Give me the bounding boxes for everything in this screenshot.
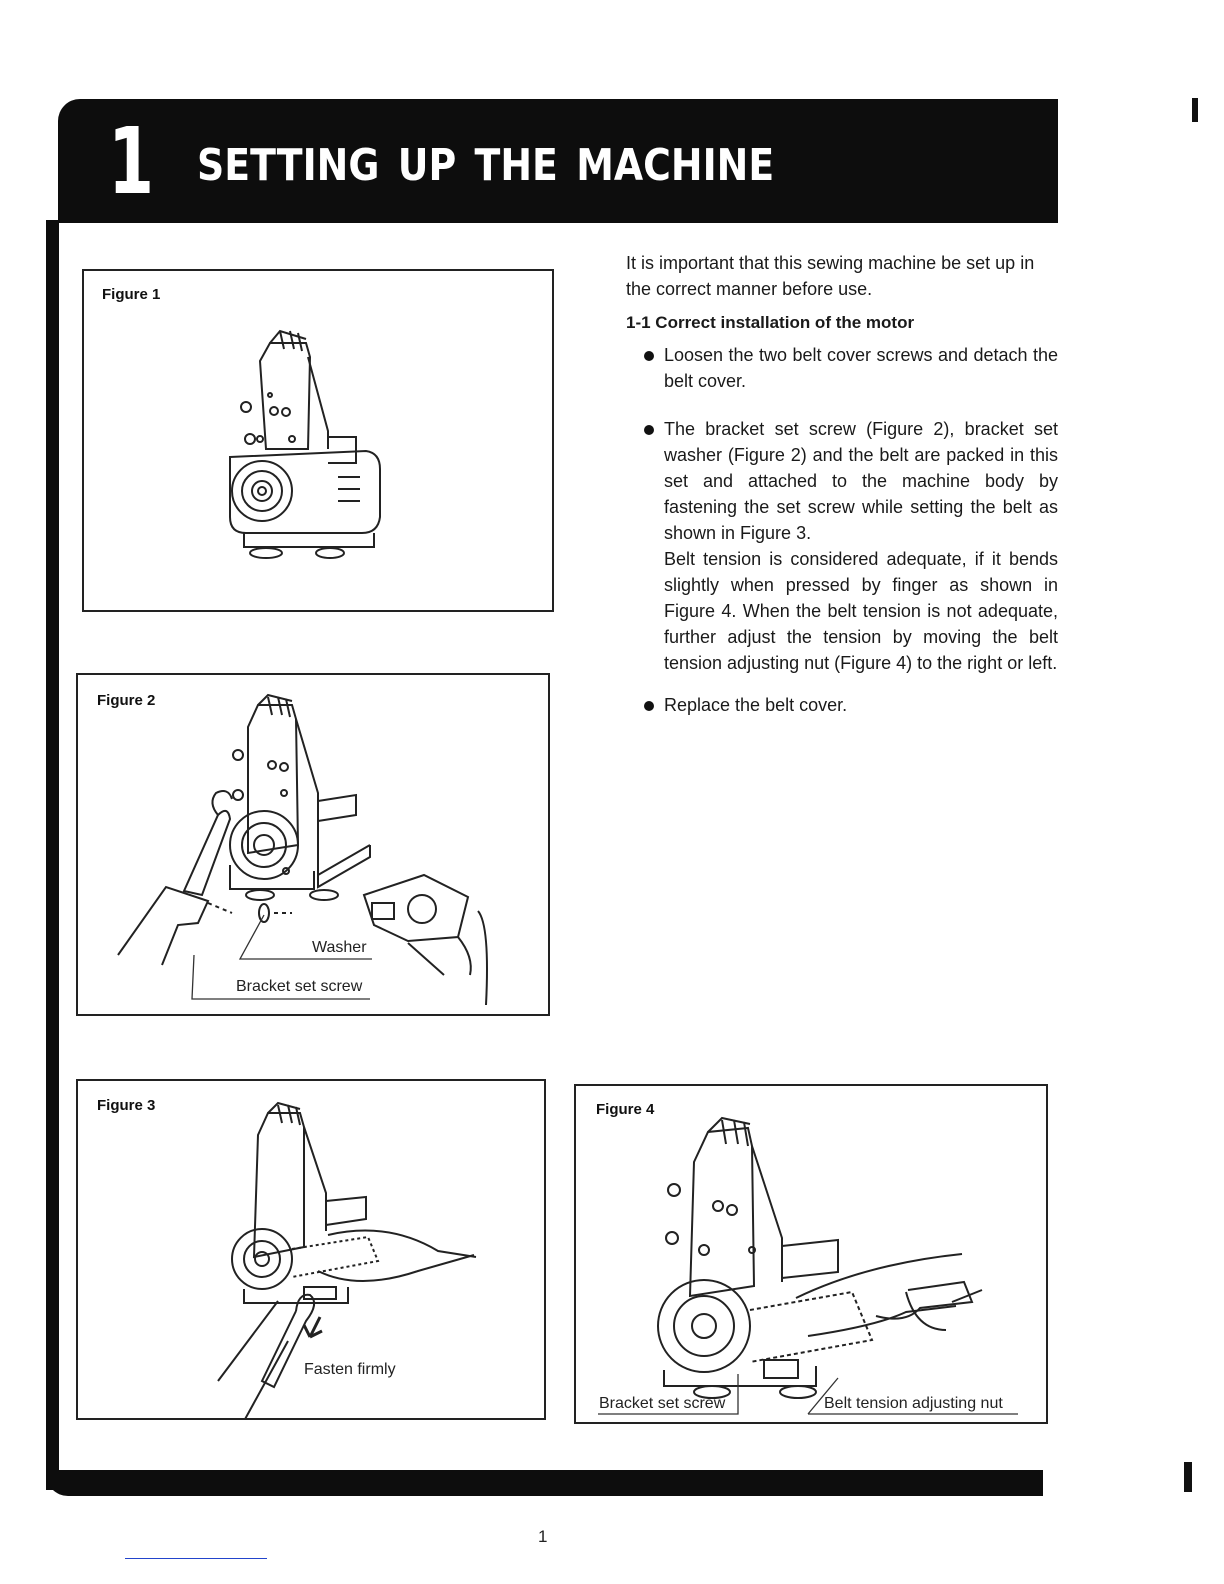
callout-bracket-set-screw: Bracket set screw xyxy=(236,978,363,995)
left-margin-rule xyxy=(46,220,59,1490)
figure-4 xyxy=(574,1084,1048,1424)
section-heading: 1-1 Correct installation of the motor xyxy=(626,313,915,332)
scan-edge-mark xyxy=(1184,1462,1192,1492)
scan-edge-mark xyxy=(1192,98,1198,122)
page-number: 1 xyxy=(538,1527,548,1546)
chapter-number: 1 xyxy=(108,108,155,215)
bullet-icon xyxy=(644,351,654,361)
callout-washer: Washer xyxy=(312,939,367,956)
callout-leader-lines xyxy=(78,675,548,1014)
instruction-list xyxy=(626,342,1058,718)
bullet-icon xyxy=(644,701,654,711)
instructions-column xyxy=(626,250,1058,734)
intro-paragraph: It is important that this sewing machine be set up in the correct manner before use. xyxy=(626,253,1035,299)
figure-2 xyxy=(76,673,550,1016)
list-item xyxy=(626,692,1058,718)
callout-belt-tension-adjusting-nut: Belt tension adjusting nut xyxy=(824,1395,1003,1412)
machine-illustration xyxy=(84,271,552,610)
bottom-bar xyxy=(46,1470,1043,1496)
figure-label: Figure 4 xyxy=(596,1101,655,1118)
list-item xyxy=(626,342,1058,394)
callout-bracket-set-screw: Bracket set screw xyxy=(599,1395,726,1412)
instruction-text: Belt tension is considered adequate, if it bends slightly when pressed by finger as shown in Figure 4. When the belt tension is not adequate, further adjust the tension by moving the belt tension adjusting nut (Figure 4) to the right or left. xyxy=(664,549,1058,673)
chapter-title: SETTING UP THE MACHINE xyxy=(197,140,775,191)
footer-line xyxy=(125,1558,267,1559)
list-item xyxy=(626,416,1058,676)
callout-leader-lines xyxy=(576,1086,1046,1422)
instruction-text: The bracket set screw (Figure 2), bracket set washer (Figure 2) and the belt are packed in this set and attached to the machine body by fastening the set screw while setting the belt as shown in Figure 3. xyxy=(664,419,1058,543)
instruction-text: Loosen the two belt cover screws and detach the belt cover. xyxy=(664,345,1058,391)
figure-1 xyxy=(82,269,554,612)
bullet-icon xyxy=(644,425,654,435)
instruction-text: Replace the belt cover. xyxy=(664,695,848,715)
callout-fasten-firmly: Fasten firmly xyxy=(304,1361,396,1378)
figure-3 xyxy=(76,1079,546,1420)
figure-label: Figure 2 xyxy=(97,692,156,709)
figure-label: Figure 3 xyxy=(97,1097,156,1114)
figure-label: Figure 1 xyxy=(102,286,161,303)
